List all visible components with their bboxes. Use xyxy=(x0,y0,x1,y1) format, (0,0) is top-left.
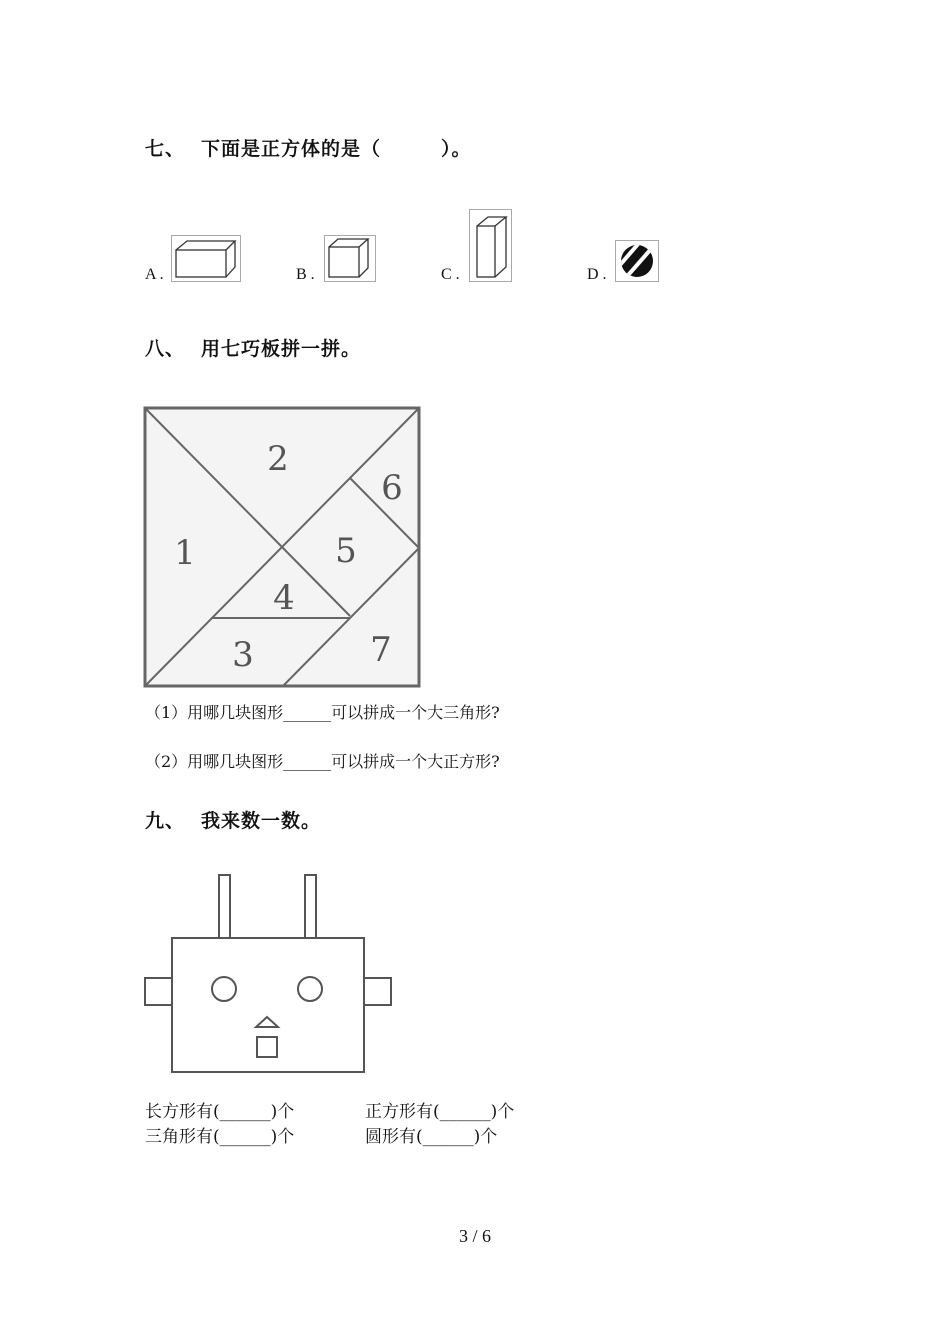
tangram-label-4: 4 xyxy=(273,578,295,618)
tangram-label-5: 5 xyxy=(335,531,357,571)
rectangle-count: 长方形有(______)个 xyxy=(145,1102,295,1122)
square-count: 正方形有(______)个 xyxy=(365,1102,515,1122)
triangle-count: 三角形有(______)个 xyxy=(145,1127,295,1147)
question-text: 我来数一数。 xyxy=(201,810,322,832)
tangram-label-2: 2 xyxy=(267,439,289,479)
cube-icon xyxy=(324,235,376,282)
option-b-label: B . xyxy=(296,266,315,283)
question-number: 八、 xyxy=(145,338,186,360)
option-a-label: A . xyxy=(145,266,164,283)
question-number: 九、 xyxy=(145,810,186,832)
tangram-label-7: 7 xyxy=(370,630,392,670)
question-text: 用七巧板拼一拼。 xyxy=(201,338,362,360)
option-d-label: D . xyxy=(587,266,607,283)
circle-count: 圆形有(______)个 xyxy=(365,1127,498,1147)
nose-triangle xyxy=(256,1017,278,1027)
question-text: 下面是正方体的是（ ）。 xyxy=(201,138,472,160)
left-antenna-rect xyxy=(219,875,230,938)
right-eye-circle xyxy=(298,977,322,1001)
head-rect xyxy=(172,938,364,1072)
tangram-figure xyxy=(143,406,421,688)
question-7-title xyxy=(145,134,472,161)
right-ear-square xyxy=(364,978,391,1005)
tangram-label-6: 6 xyxy=(381,468,403,508)
question-9-title xyxy=(145,806,321,833)
tangram-label-3: 3 xyxy=(232,635,254,675)
subquestion-2: （2）用哪几块图形______可以拼成一个大正方形? xyxy=(145,752,500,771)
option-c-label: C . xyxy=(441,266,460,283)
tall-prism-icon xyxy=(469,209,512,282)
tangram-label-1: 1 xyxy=(174,533,196,573)
cuboid-icon xyxy=(171,235,241,282)
left-eye-circle xyxy=(212,977,236,1001)
question-number: 七、 xyxy=(145,138,186,160)
subquestion-1: （1）用哪几块图形______可以拼成一个大三角形? xyxy=(145,703,500,722)
question-8-title xyxy=(145,334,361,361)
left-ear-square xyxy=(145,978,172,1005)
page-number: 3 / 6 xyxy=(458,1226,491,1246)
robot-shape-figure xyxy=(143,873,393,1075)
striped-ball-icon xyxy=(615,240,659,282)
right-antenna-rect xyxy=(305,875,316,938)
mouth-square xyxy=(257,1037,277,1057)
